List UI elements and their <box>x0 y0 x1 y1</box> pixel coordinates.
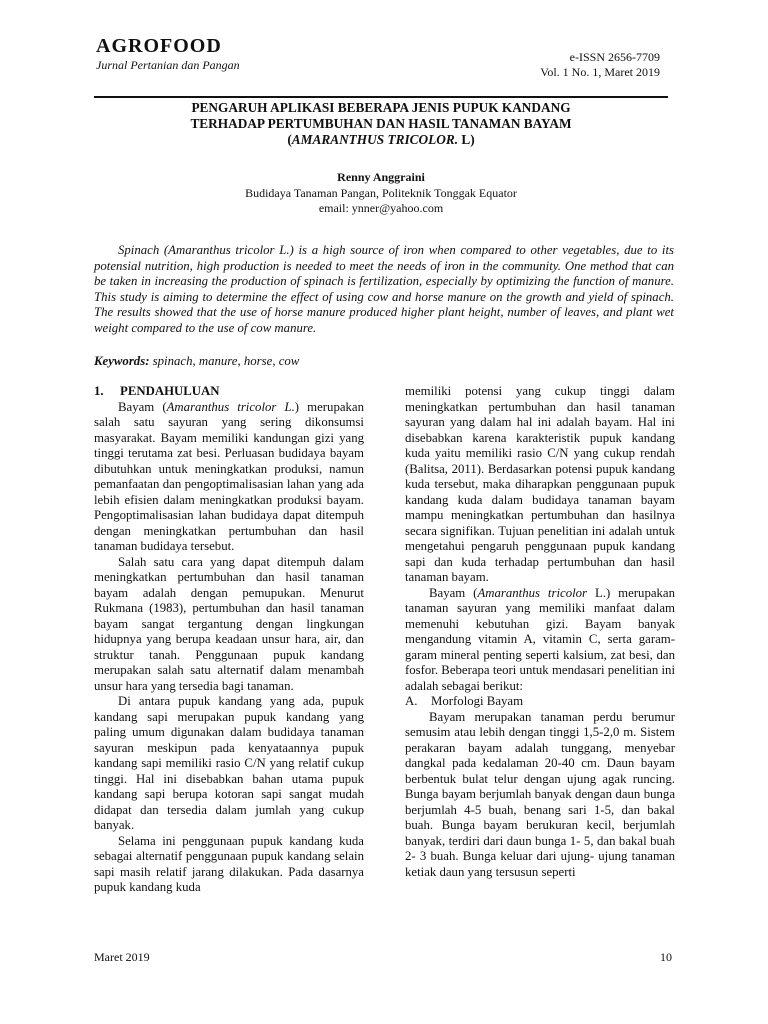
right-p2-a: Bayam ( <box>429 585 478 600</box>
journal-name: AGROFOOD <box>96 35 222 57</box>
volume-info: Vol. 1 No. 1, Maret 2019 <box>540 65 660 79</box>
intro-p1-a: Bayam ( <box>118 399 167 414</box>
keywords <box>94 354 299 369</box>
title-line-3-close: L) <box>458 132 475 147</box>
author-email: email: ynner@yahoo.com <box>318 201 444 215</box>
right-p2-species: Amaranthus tricolor <box>477 585 588 600</box>
abstract <box>94 243 674 337</box>
section-number: 1. <box>94 384 104 398</box>
header-divider <box>94 96 668 98</box>
intro-paragraph-4: Selama ini penggunaan pupuk kandang kuda sebagai alternatif penggunaan pupuk kandang selain sapi masih relatif jarang dilakukan. Pada dasarnya pupuk kandang kuda <box>94 833 364 894</box>
intro-paragraph-2: Salah satu cara yang dapat ditempuh dalam meningkatkan pertumbuhan dan hasil tanaman bayam adalah dengan pemupukan. Menurut Rukmana (1983), pertumbuhan dan hasil tanaman bayam sangat tergantung dengan lingkungan hidupnya yang berupa keadaan unsur hara, air, dan struktur tanah. Penggunaan pupuk kandang merupakan salah satu alternatif dalam menambah unsur hara yang tersedia bagi tanaman. <box>94 554 364 693</box>
abstract-text: Spinach (Amaranthus tricolor L.) is a high source of iron when compared to other vegetables, due to its potensial nutrition, high production is needed to meet the needs of iron in the community. One method that can be taken in increasing the production of spinach is fertilization, especially by optimizing the function of manure. This study is aiming to determine the effect of using cow and horse manure on the growth and yield of spinach. The results showed that the use of horse manure produced higher plant height, number of leaves, and plant wet weight compared to the use of cow manure. <box>94 243 674 335</box>
subsection-heading <box>405 694 675 710</box>
keywords-label: Keywords: <box>94 354 150 368</box>
right-paragraph-2 <box>405 586 675 695</box>
right-paragraph-3: Bayam merupakan tanaman perdu berumur semusim atau lebih dengan tinggi 1,5-2,0 m. Sistem perakaran bayam adalah tunggang, menyebar dangkal pada kedalaman 20-40 cm. Daun bayam berbentuk bulat telur dengan ujung agak runcing. Bunga bayam berjumlah banyak dengan daun bunga berjumlah 4-5 buah, benang sari 1-5, dan bakal buah. Bunga bayam berukuran kecil, berjumlah banyak, terdiri dari daun bunga 1- 5, dan bakal buah 2- 3 buah. Bunga keluar dari ujung- ujung tanaman ketiak daun yang tersusun seperti <box>405 709 675 879</box>
section-heading <box>94 384 364 400</box>
right-paragraph-1: memiliki potensi yang cukup tinggi dalam meningkatkan pertumbuhan dan hasil tanaman sayuran yang dalam hal ini adalah bayam. Hal ini disebabkan karena karakteristik pupuk kandang kuda yaitu memiliki rasio C/N yang cukup rendah (Balitsa, 2011). Berdasarkan potensi pupuk kandang kuda tersebut, maka diharapkan penggunaan pupuk kandang kuda dalam budidaya tanaman bayam mampu meningkatkan pertumbuhan dan hasilnya secara signifikan. Tujuan penelitian ini adalah untuk mengetahui pengaruh penggunaan pupuk kandang sapi dan kuda terhadap pertumbuhan dan hasil tanaman bayam. <box>405 384 675 584</box>
title-line-1: PENGARUH APLIKASI BEBERAPA JENIS PUPUK KANDANG <box>191 100 571 115</box>
footer-date: Maret 2019 <box>94 950 150 964</box>
intro-paragraph-3: Di antara pupuk kandang yang ada, pupuk kandang sapi merupakan pupuk kandang yang paling umum digunakan dalam budidaya tanaman sayuran meskipun pada kenyataannya pupuk kandang sapi memiliki rasio C/N yang relatif cukup tinggi. Hal ini disebabkan bahan utama pupuk kandang sapi berupa kotoran sapi sangat mudah didapat dan tersedia dalam jumlah yang cukup banyak. <box>94 694 364 832</box>
title-line-3 <box>94 132 668 148</box>
author-name: Renny Anggraini <box>337 170 425 184</box>
right-column <box>405 384 675 880</box>
title-line-3-open: ( <box>287 132 292 147</box>
author-affiliation: Budidaya Tanaman Pangan, Politeknik Tonggak Equator <box>245 185 517 200</box>
author-block <box>94 170 668 217</box>
title-line-2: TERHADAP PERTUMBUHAN DAN HASIL TANAMAN BAYAM <box>190 116 572 131</box>
right-p2-b: L.) merupakan tanaman sayuran yang memiliki manfaat dalam memenuhi kebutuhan gizi. Bayam banyak mengandung vitamin A, vitamin C, serta garam-garam mineral penting seperti kalsium, zat besi, dan fosfor. Beberapa teori untuk mendasari penelitian ini adalah sebagai berikut: <box>405 585 675 693</box>
left-column <box>94 384 364 896</box>
issn-number: e-ISSN 2656-7709 <box>569 50 660 64</box>
issn-block <box>540 50 660 80</box>
intro-p1-b: ) merupakan salah satu sayuran yang sering dikonsumsi masyarakat. Bayam memiliki kandungan gizi yang tinggi terutama zat besi. Perluasan budidaya bayam dibutuhkan untuk meningkatkan produksi, namun pemanfaatan dan pengoptimalisasian lahan yang ada lebih efisien dalam meningkatkan produksi bayam. Pengoptimalisasian lahan budidaya dapat ditempuh dengan meningkatkan pertumbuhan dan hasil tanaman budidaya tersebut. <box>94 399 365 553</box>
subsection-number: A. <box>405 694 418 708</box>
intro-paragraph-1 <box>94 400 364 555</box>
section-title: PENDAHULUAN <box>120 384 220 398</box>
intro-p1-species: Amaranthus tricolor L. <box>166 399 295 414</box>
title-species: AMARANTHUS TRICOLOR. <box>291 132 459 147</box>
footer-page-number: 10 <box>660 950 672 964</box>
journal-subtitle: Jurnal Pertanian dan Pangan <box>96 58 240 72</box>
keywords-text: spinach, manure, horse, cow <box>149 354 300 368</box>
subsection-title: Morfologi Bayam <box>431 694 524 708</box>
paper-title <box>94 100 668 148</box>
